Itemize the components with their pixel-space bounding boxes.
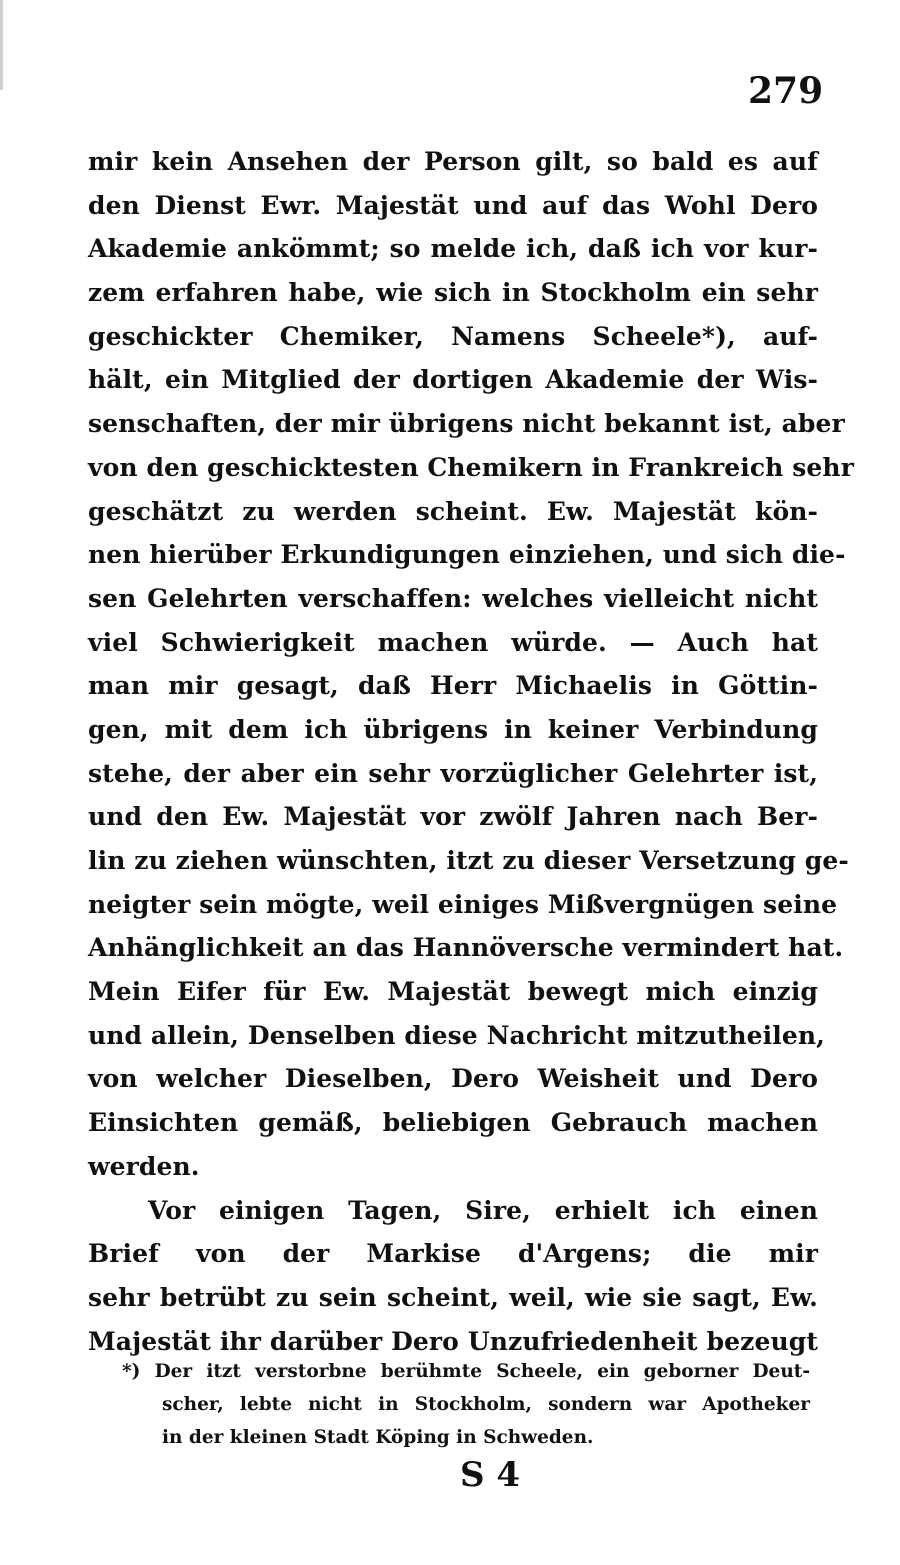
body-line: nen hierüber Erkundigungen einziehen, und sich die- [88,540,846,570]
body-line: gen, mit dem ich übrigens in keiner Verbindung [88,714,818,744]
footnote [122,1355,810,1454]
body-line: und den Ew. Majestät vor zwölf Jahren nach Ber- [88,802,818,832]
body-line: von den geschicktesten Chemikern in Frankreich sehr [88,452,854,482]
body-line: Anhänglichkeit an das Hannöversche vermindert hat. [88,933,844,963]
signature-mark: S 4 [460,1455,521,1495]
body-line: man mir gesagt, daß Herr Michaelis in Göttin- [88,671,818,701]
footnote-line: in der kleinen Stadt Köping in Schweden. [162,1427,594,1448]
body-line: sehr betrübt zu sein scheint, weil, wie sie sagt, Ew. [88,1282,818,1312]
body-line: zem erfahren habe, wie sich in Stockholm ein sehr [88,278,818,308]
body-line: und allein, Denselben diese Nachricht mitzutheilen, [88,1020,825,1050]
page-number: 279 [748,70,824,112]
body-line: geschätzt zu werden scheint. Ew. Majestät kön- [88,496,818,526]
body-line: neigter sein mögte, weil einiges Mißvergnügen seine [88,889,838,919]
body-line: mir kein Ansehen der Person gilt, so bald es auf [88,147,818,176]
body-line: stehe, der aber ein sehr vorzüglicher Gelehrter ist, [88,758,818,788]
body-line: senschaften, der mir übrigens nicht bekannt ist, aber [88,409,845,439]
body-line: Akademie ankömmt; so melde ich, daß ich vor kur- [88,234,818,264]
body-line: lin zu ziehen wünschten, itzt zu dieser Versetzung ge- [88,846,849,875]
page-binding-edge [0,0,3,90]
body-line: hält, ein Mitglied der dortigen Akademie der Wis- [88,365,818,395]
body-line: werden. [88,1151,200,1181]
paragraph-start-line: Vor einigen Tagen, Sire, erhielt ich einen [148,1195,818,1225]
body-line: den Dienst Ewr. Majestät und auf das Wohl Dero [88,190,818,220]
body-line: sen Gelehrten verschaffen: welches vielleicht nicht [88,583,818,613]
body-line: Einsichten gemäß, beliebigen Gebrauch machen [88,1108,818,1138]
footnote-line: *) Der itzt verstorbne berühmte Scheele, ein geborner Deut- [122,1361,810,1382]
body-line: Brief von der Markise d'Argens; die mir [88,1239,818,1269]
body-line: viel Schwierigkeit machen würde. — Auch hat [88,627,818,657]
body-line: Mein Eifer für Ew. Majestät bewegt mich einzig [88,977,818,1007]
body-line: geschickter Chemiker, Namens Scheele*), auf- [88,321,818,351]
body-line: Majestät ihr darüber Dero Unzufriedenheit bezeugt [88,1326,818,1356]
body-line: von welcher Dieselben, Dero Weisheit und Dero [88,1064,818,1094]
footnote-line: scher, lebte nicht in Stockholm, sondern war Apotheker [162,1394,810,1415]
body-text [88,140,854,1363]
